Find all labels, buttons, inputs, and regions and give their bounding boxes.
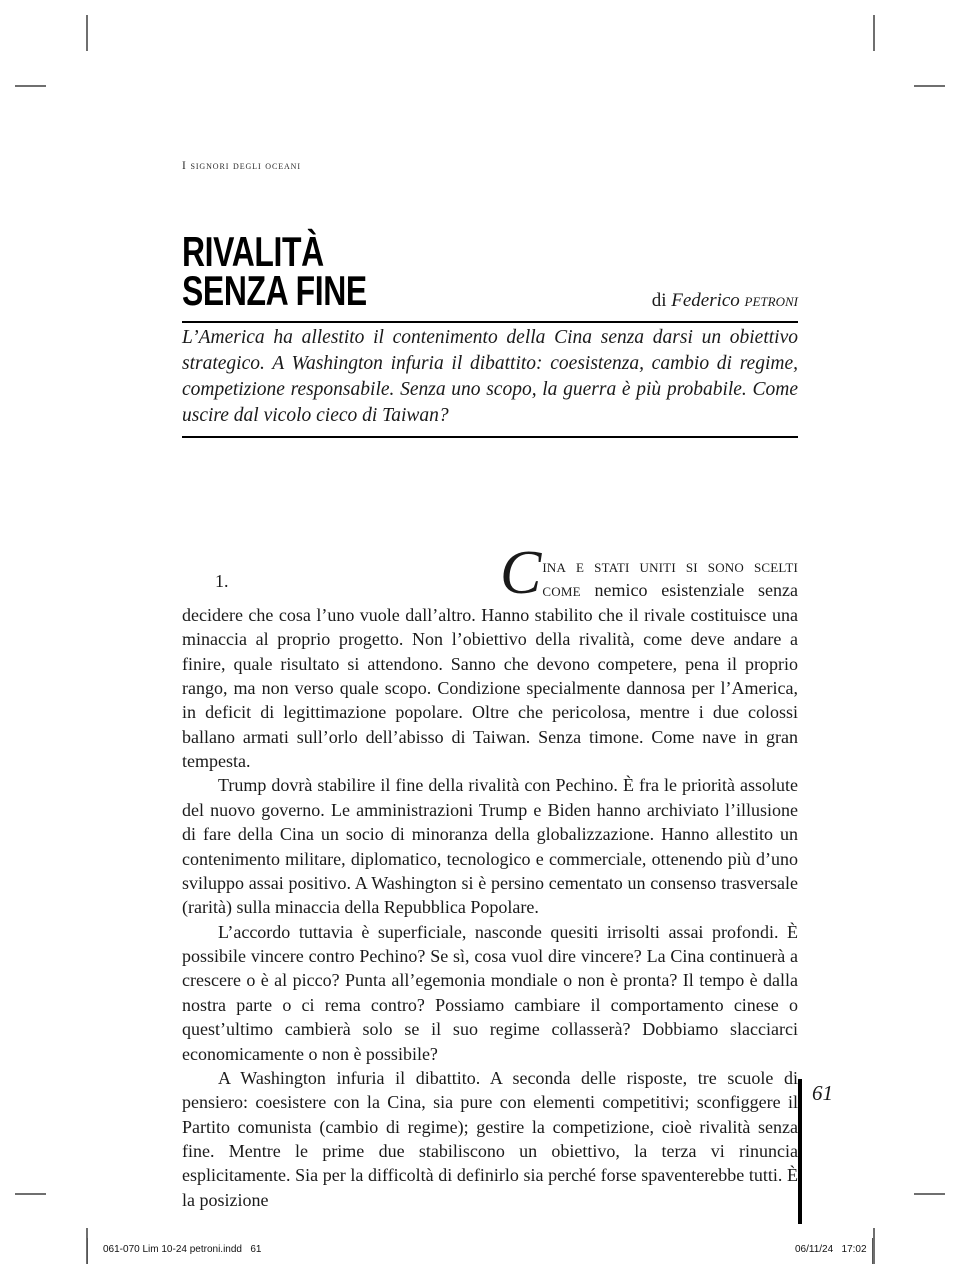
trim-mark-top-right-vertical — [873, 15, 875, 51]
trim-mark-bottom-right-vertical — [873, 1228, 875, 1264]
page-number: 61 — [812, 1081, 833, 1105]
drop-cap: C — [500, 539, 542, 607]
body-paragraph-2: Trump dovrà stabilire il fine della rivalità con Pechino. È fra le priorità assolute del nuovo governo. Le amministrazioni Trump e Biden hanno archiviato l’illusione di fare della Cina un socio di minoranza della globalizzazione. Hanno allestito un contenimento militare, diplomatico, tecnologico e commerciale, ottenendo più d’uno sviluppo assai positivo. A Washington si è persino cementato un consenso trasversale (rarità) sulla minaccia della Repubblica Popolare. — [182, 775, 798, 918]
byline — [652, 290, 798, 312]
trim-mark-bottom-right-horizontal — [914, 1193, 945, 1195]
rule-below-deck — [182, 436, 798, 438]
rule-above-deck — [182, 321, 798, 323]
article-body — [182, 539, 798, 1212]
opening-small-caps: ina e stati uniti si sono scelti come — [542, 556, 798, 601]
trim-mark-top-left-vertical — [86, 15, 88, 51]
trim-mark-top-left-horizontal — [15, 85, 46, 87]
page-title — [182, 228, 650, 315]
body-paragraph-4: A Washington infuria il dibattito. A seconda delle risposte, tre scuole di pensiero: coesistere con la Cina, sia pure con elementi competitivi; sconfiggere il Partito comunista (cambio di regime); gestire la competizione, cioè rivalità senza fine. Mentre le prime due stabiliscono un obiettivo, la terza vi rinuncia esplicitamente. Sia per la difficoltà di definirlo sia perché forse spaventerebbe tutti. È la posizione — [182, 1067, 798, 1210]
footer-timestamp: 06/11/24 17:02 — [795, 1244, 867, 1255]
deck-text: L’America ha allestito il contenimento della Cina senza darsi un obiettivo strategico. A Washington infuria il dibattito: coesistenza, cambio di regime, competizione responsabile. Senza uno scopo, la guerra è più probabile. Come uscire dal vicolo cieco di Taiwan? — [182, 327, 798, 427]
title-block — [182, 228, 798, 315]
slug-rule-left — [87, 1238, 88, 1264]
trim-mark-top-right-horizontal — [914, 85, 945, 87]
folio-rule — [798, 1079, 802, 1224]
body-paragraph-1-rest: nemico esistenziale senza decidere che cosa l’uno vuole dall’altro. Hanno stabilito che il rivale costituisce una minaccia al proprio progetto. Non l’obiettivo della rivalità, come deve andare a finire, quale risultato si attendono. Sanno che devono competere, pena il proprio rango, ma non verso quale scopo. Condizione specialmente dannosa per l’America, in deficit di legittimazione popolare. Oltre che pericolosa, mentre i due colossi ballano armati sull’orlo dell’abisso di Taiwan. Senza timone. Come nave in gran tempesta. — [182, 580, 798, 771]
slug-rule-right — [872, 1238, 873, 1264]
body-paragraph-3: L’accordo tuttavia è superficiale, nasconde quesiti irrisolti assai profondi. È possibile vincere contro Pechino? Se sì, cosa vuol dire vincere? La Cina continuerà a crescere o è al picco? Punta all’egemonia mondiale o non è pronta? Il tempo è dalla nostra parte o ci rema contro? Possiamo cambiare il comportamento cinese o quest’ultimo cambierà solo se il suo regime collasserà? Dobbiamo slacciarci economicamente o non è possibile? — [182, 921, 798, 1064]
footer-file-slug: 061-070 Lim 10-24 petroni.indd 61 — [103, 1244, 262, 1255]
body-paragraph-1 — [182, 539, 798, 773]
byline-surname: petroni — [744, 290, 798, 311]
byline-prefix: di — [651, 290, 667, 311]
running-head: I signori degli oceani — [182, 160, 301, 172]
section-number: 1. — [215, 571, 229, 591]
page-title-line-1: RIVALITÀ — [182, 228, 324, 275]
byline-given-name: Federico — [671, 290, 740, 311]
trim-mark-bottom-left-horizontal — [15, 1193, 46, 1195]
page-title-line-2: SENZA FINE — [182, 267, 367, 315]
